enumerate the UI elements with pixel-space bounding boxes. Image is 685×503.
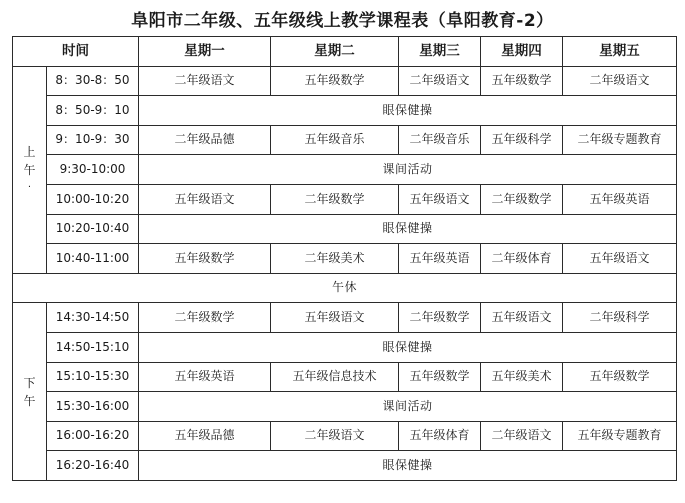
- time-slot: 14:30-14:50: [47, 303, 139, 333]
- course-cell: 二年级专题教育: [563, 125, 677, 155]
- time-slot: 15:30-16:00: [47, 392, 139, 422]
- time-slot: 8：50-9：10: [47, 96, 139, 126]
- page-title: 阜阳市二年级、五年级线上教学课程表（阜阳教育-2）: [131, 11, 554, 31]
- course-cell: 五年级信息技术: [271, 362, 399, 392]
- table-row: [13, 362, 677, 392]
- table-row: [13, 421, 677, 451]
- activity-cell: 课间活动: [139, 392, 677, 422]
- course-cell: 五年级数学: [399, 362, 481, 392]
- table-row: [13, 273, 677, 303]
- period-afternoon: [13, 303, 47, 481]
- table-row: [13, 184, 677, 214]
- period-label: 上: [23, 144, 36, 159]
- course-cell: 五年级数学: [139, 244, 271, 274]
- activity-cell: 眼保健操: [139, 332, 677, 362]
- period-label: 午: [23, 393, 36, 408]
- course-cell: 二年级数学: [481, 184, 563, 214]
- table-row: [13, 451, 677, 481]
- table-row: [13, 66, 677, 96]
- activity-cell: 眼保健操: [139, 451, 677, 481]
- noon-break-cell: 午休: [13, 273, 677, 303]
- course-cell: 二年级数学: [139, 303, 271, 333]
- course-cell: 二年级品德: [139, 125, 271, 155]
- activity-cell: 课间活动: [139, 155, 677, 185]
- table-row: [13, 214, 677, 244]
- course-cell: 二年级语文: [139, 66, 271, 96]
- course-cell: 二年级美术: [271, 244, 399, 274]
- time-slot: 16:20-16:40: [47, 451, 139, 481]
- course-cell: 二年级语文: [481, 421, 563, 451]
- table-row: [13, 332, 677, 362]
- course-cell: 五年级音乐: [271, 125, 399, 155]
- table-row: [13, 244, 677, 274]
- header-day: 星期三: [399, 37, 481, 67]
- header-row: [13, 37, 677, 67]
- table-row: [13, 125, 677, 155]
- course-cell: 五年级专题教育: [563, 421, 677, 451]
- table-row: [13, 392, 677, 422]
- course-cell: 二年级科学: [563, 303, 677, 333]
- activity-cell: 眼保健操: [139, 96, 677, 126]
- course-cell: 二年级数学: [399, 303, 481, 333]
- period-label: 午: [23, 162, 36, 177]
- course-cell: 二年级音乐: [399, 125, 481, 155]
- header-day: 星期五: [563, 37, 677, 67]
- course-cell: 五年级英语: [139, 362, 271, 392]
- period-dot: ·: [27, 181, 32, 193]
- time-slot: 9:30-10:00: [47, 155, 139, 185]
- course-cell: 五年级科学: [481, 125, 563, 155]
- activity-cell: 眼保健操: [139, 214, 677, 244]
- course-cell: 二年级语文: [271, 421, 399, 451]
- period-label: 下: [23, 375, 36, 390]
- header-day: 星期四: [481, 37, 563, 67]
- course-cell: 五年级品德: [139, 421, 271, 451]
- table-row: [13, 96, 677, 126]
- course-cell: 五年级数学: [481, 66, 563, 96]
- course-cell: 五年级体育: [399, 421, 481, 451]
- course-cell: 五年级语文: [399, 184, 481, 214]
- course-cell: 二年级体育: [481, 244, 563, 274]
- time-slot: 10:20-10:40: [47, 214, 139, 244]
- course-cell: 五年级语文: [271, 303, 399, 333]
- course-cell: 五年级英语: [563, 184, 677, 214]
- time-slot: 15:10-15:30: [47, 362, 139, 392]
- header-time: 时间: [13, 37, 139, 67]
- header-day: 星期一: [139, 37, 271, 67]
- course-cell: 五年级英语: [399, 244, 481, 274]
- time-slot: 8：30-8：50: [47, 66, 139, 96]
- time-slot: 14:50-15:10: [47, 332, 139, 362]
- course-cell: 五年级数学: [271, 66, 399, 96]
- table-row: [13, 303, 677, 333]
- schedule-table: [12, 36, 677, 481]
- course-cell: 二年级语文: [563, 66, 677, 96]
- course-cell: 五年级语文: [563, 244, 677, 274]
- time-slot: 10:00-10:20: [47, 184, 139, 214]
- course-cell: 五年级美术: [481, 362, 563, 392]
- time-slot: 10:40-11:00: [47, 244, 139, 274]
- course-cell: 二年级语文: [399, 66, 481, 96]
- period-morning: [13, 66, 47, 273]
- table-row: [13, 155, 677, 185]
- course-cell: 五年级语文: [139, 184, 271, 214]
- course-cell: 五年级语文: [481, 303, 563, 333]
- course-cell: 二年级数学: [271, 184, 399, 214]
- time-slot: 9：10-9：30: [47, 125, 139, 155]
- course-cell: 五年级数学: [563, 362, 677, 392]
- header-day: 星期二: [271, 37, 399, 67]
- time-slot: 16:00-16:20: [47, 421, 139, 451]
